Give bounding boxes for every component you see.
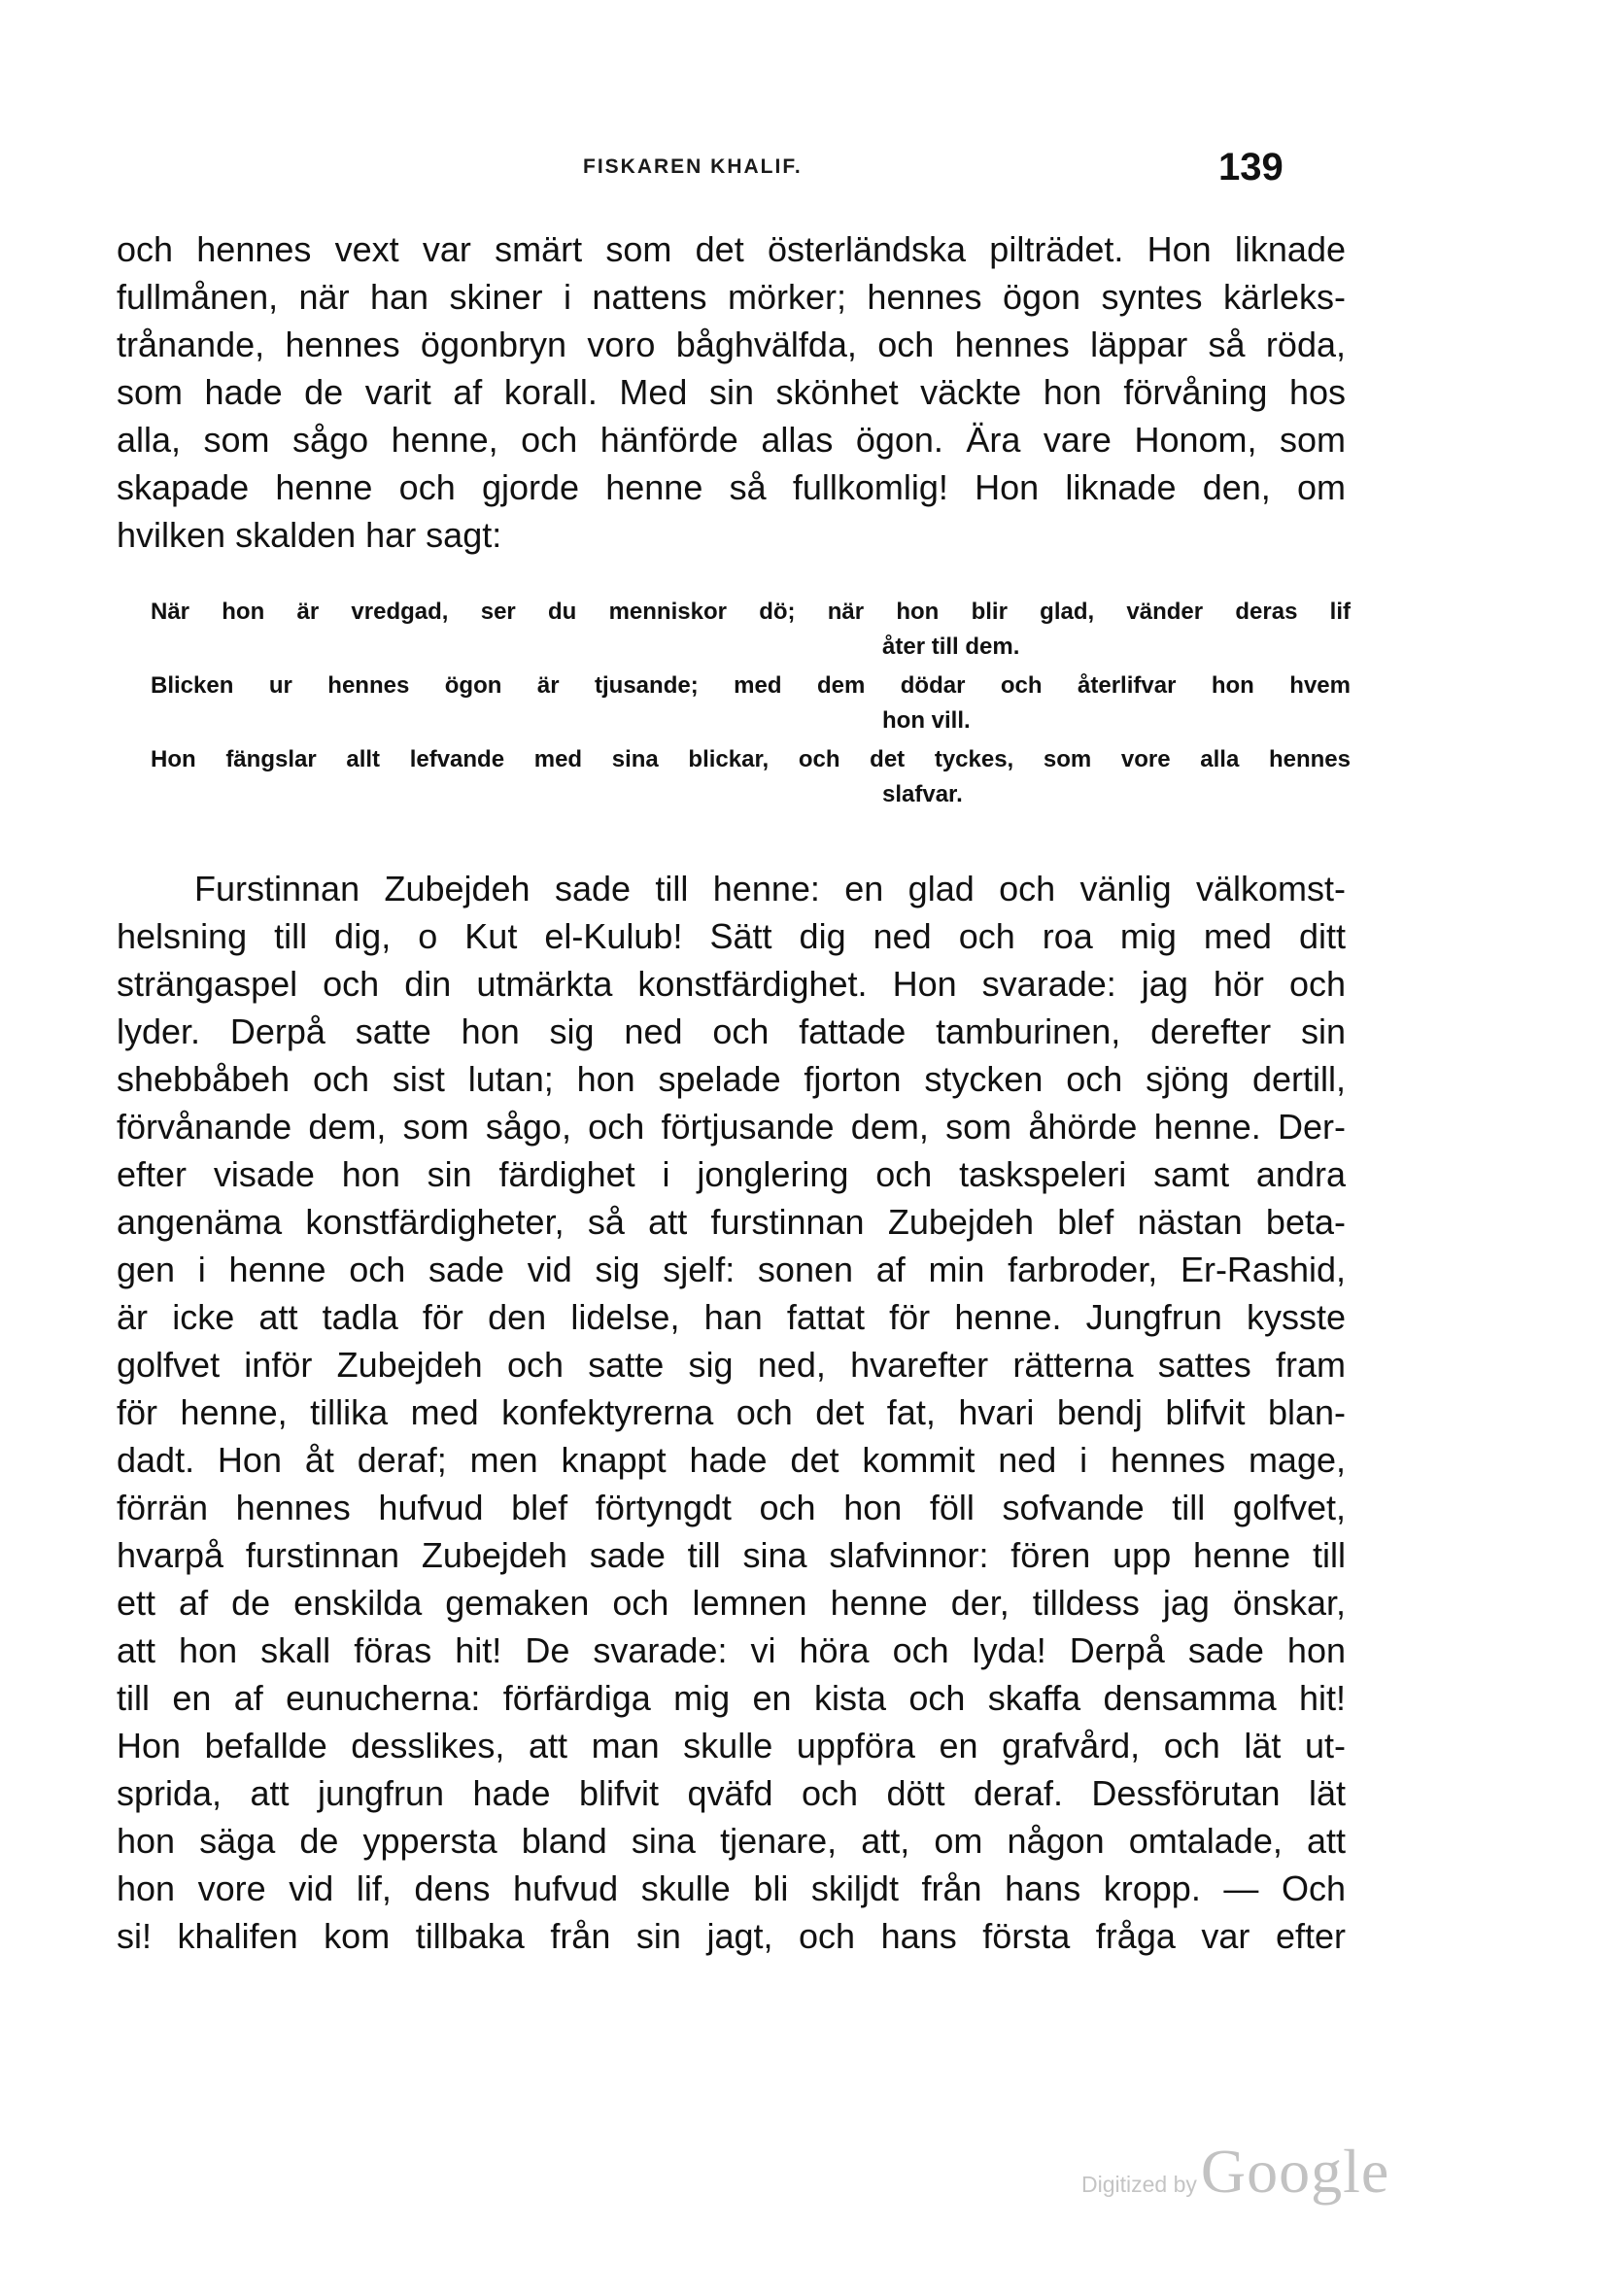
verse-continuation: hon vill.: [882, 707, 971, 734]
text-line: trånande, hennes ögonbryn voro båghvälfda, och hennes läppar så röda,: [117, 325, 1346, 364]
text-line: shebbåbeh och sist lutan; hon spelade fjorton stycken och sjöng dertill,: [117, 1059, 1346, 1099]
text-line: dadt. Hon åt deraf; men knappt hade det kommit ned i hennes mage,: [117, 1440, 1346, 1480]
text-line: lyder. Derpå satte hon sig ned och fattade tamburinen, derefter sin: [117, 1011, 1346, 1051]
text-line: skapade henne och gjorde henne så fullkomlig! Hon liknade den, om: [117, 467, 1346, 507]
page-number: 139: [1218, 146, 1284, 188]
paragraph-2: [117, 865, 1346, 1960]
text-line: si! khalifen kom tillbaka från sin jagt, och hans första fråga var efter: [117, 1916, 1346, 1956]
text-line: gen i henne och sade vid sig sjelf: sonen af min farbroder, Er-Rashid,: [117, 1250, 1346, 1289]
poem-verse: [151, 742, 1351, 812]
paragraph-1: [117, 225, 1346, 559]
verse-continuation: åter till dem.: [882, 634, 1020, 660]
verse-line: Hon fängslar allt lefvande med sina blickar, och det tyckes, som vore alla hennes: [151, 746, 1351, 772]
text-line: Hon befallde desslikes, att man skulle uppföra en grafvård, och lät ut-: [117, 1726, 1346, 1765]
text-line: till en af eunucherna: förfärdiga mig en kista och skaffa densamma hit!: [117, 1678, 1346, 1718]
verse-continuation: slafvar.: [882, 781, 963, 807]
running-title: FISKAREN KHALIF.: [583, 155, 803, 178]
text-line: sprida, att jungfrun hade blifvit qväfd och dött deraf. Dessförutan lät: [117, 1773, 1346, 1813]
text-line: förrän hennes hufvud blef förtyngdt och hon föll sofvande till golfvet,: [117, 1488, 1346, 1527]
text-line: fullmånen, när han skiner i nattens mörker; hennes ögon syntes kärleks-: [117, 277, 1346, 317]
text-line: golfvet inför Zubejdeh och satte sig ned, hvarefter rätterna sattes fram: [117, 1345, 1346, 1385]
text-line: hvarpå furstinnan Zubejdeh sade till sina slafvinnor: fören upp henne till: [117, 1535, 1346, 1575]
text-line: Furstinnan Zubejdeh sade till henne: en glad och vänlig välkomst-: [194, 869, 1346, 908]
text-line: som hade de varit af korall. Med sin skönhet väckte hon förvåning hos: [117, 372, 1346, 412]
poem-verse: [151, 595, 1351, 665]
text-line: är icke att tadla för den lidelse, han fattat för henne. Jungfrun kysste: [117, 1297, 1346, 1337]
text-line: efter visade hon sin färdighet i jonglering och taskspeleri samt andra: [117, 1154, 1346, 1194]
watermark-prefix: Digitized by: [1081, 2172, 1197, 2197]
google-logo: Google: [1200, 2137, 1390, 2206]
text-line: hon säga de yppersta bland sina tjenare, att, om någon omtalade, att: [117, 1821, 1346, 1861]
poem-verse: [151, 668, 1351, 738]
text-line: hon vore vid lif, dens hufvud skulle bli skiljdt från hans kropp. — Och: [117, 1868, 1346, 1908]
text-line: förvånande dem, som sågo, och förtjusande dem, som åhörde henne. Der-: [117, 1107, 1346, 1147]
text-line: för henne, tillika med konfektyrerna och det fat, hvari bendj blifvit blan-: [117, 1392, 1346, 1432]
verse-line: Blicken ur hennes ögon är tjusande; med dem dödar och återlifvar hon hvem: [151, 672, 1351, 699]
verse-line: När hon är vredgad, ser du menniskor dö; när hon blir glad, vänder deras lif: [151, 599, 1351, 625]
text-line: alla, som sågo henne, och hänförde allas ögon. Ära vare Honom, som: [117, 420, 1346, 460]
digitization-watermark: [1081, 2136, 1389, 2208]
text-line: strängaspel och din utmärkta konstfärdighet. Hon svarade: jag hör och: [117, 964, 1346, 1004]
quoted-poem: [151, 595, 1351, 816]
text-line: angenäma konstfärdigheter, så att furstinnan Zubejdeh blef nästan beta-: [117, 1202, 1346, 1242]
text-line: helsning till dig, o Kut el-Kulub! Sätt dig ned och roa mig med ditt: [117, 916, 1346, 956]
text-line: hvilken skalden har sagt:: [117, 515, 502, 555]
text-line: och hennes vext var smärt som det österländska pilträdet. Hon liknade: [117, 229, 1346, 269]
text-line: att hon skall föras hit! De svarade: vi höra och lyda! Derpå sade hon: [117, 1630, 1346, 1670]
text-line: ett af de enskilda gemaken och lemnen henne der, tilldess jag önskar,: [117, 1583, 1346, 1623]
